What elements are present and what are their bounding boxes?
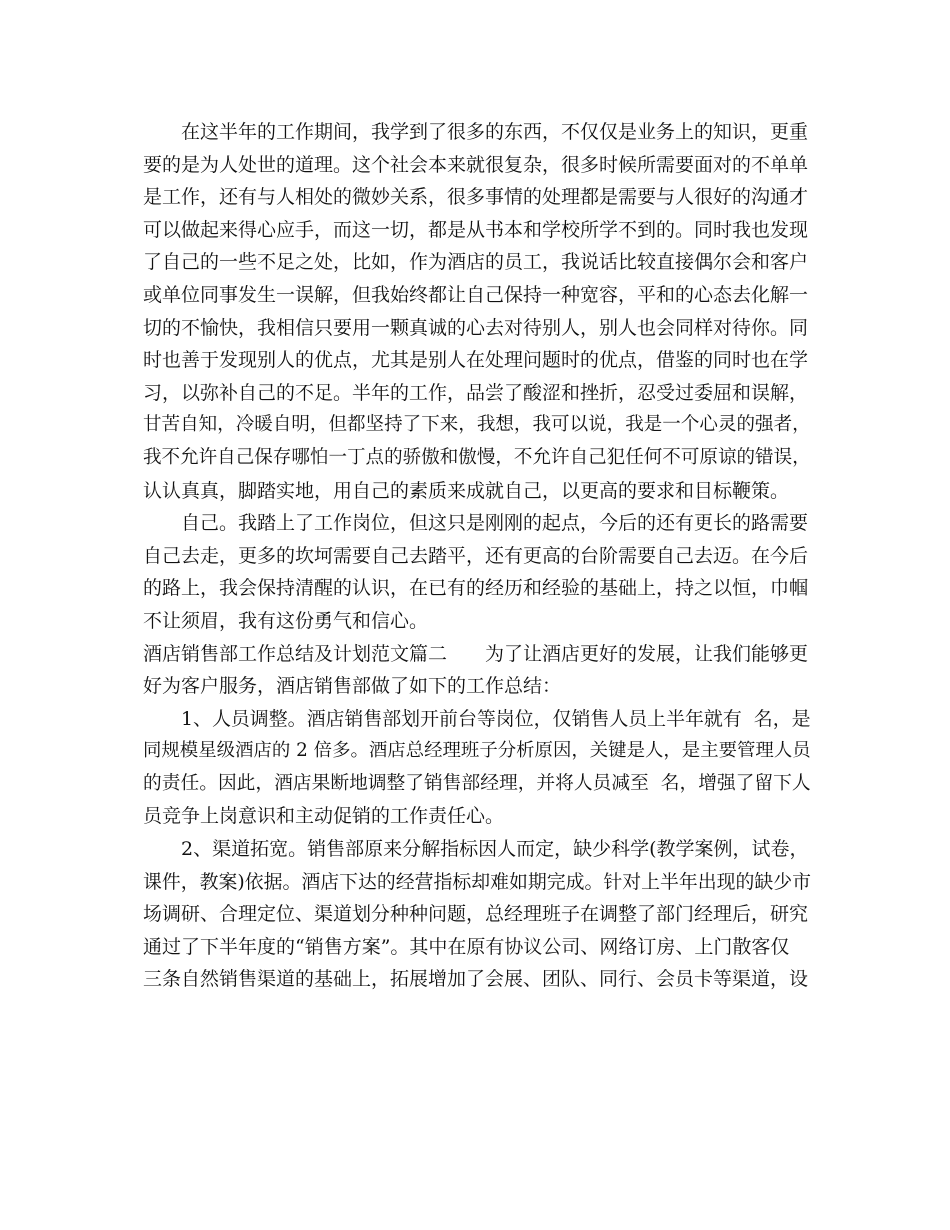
text-line: 我不允许自己保存哪怕一丁点的骄傲和傲慢，不允许自己犯任何不可原谅的错误， [143, 446, 811, 468]
text-line: 自己。我踏上了工作岗位，但这只是刚刚的起点，今后的还有更长的路需要 [181, 512, 809, 535]
text-line: 认认真真，脚踏实地，用自己的素质来成就自己，以更高的要求和目标鞭策。 [143, 479, 790, 502]
text-line: 场调研、合理定位、渠道划分种种问题，总经理班子在调整了部门经理后，研究 [143, 903, 809, 926]
text-line: 2、渠道拓宽。销售部原来分解指标因人而定，缺少科学(教学案例，试卷， [181, 838, 809, 861]
text-line: 习，以弥补自己的不足。半年的工作，品尝了酸涩和挫折，忍受过委屈和误解， [143, 381, 809, 404]
text-line: 课件，教案)依据。酒店下达的经营指标却难如期完成。针对上半年出现的缺少市 [143, 870, 811, 893]
text-line: 是工作，还有与人相处的微妙关系，很多事情的处理都是需要与人很好的沟通才 [143, 186, 809, 209]
text-line: 要的是为人处世的道理。这个社会本来就很复杂，很多时候所需要面对的不单单 [143, 153, 809, 176]
text-line: 酒店销售部工作总结及计划范文篇二 为了让酒店更好的发展，让我们能够更 [143, 642, 809, 665]
text-line: 员竞争上岗意识和主动促销的工作责任心。 [143, 805, 505, 828]
text-line: 不让须眉，我有这份勇气和信心。 [143, 609, 429, 632]
text-line: 1、人员调整。酒店销售部划开前台等岗位，仅销售人员上半年就有 名，是 [181, 707, 811, 730]
text-line: 好为客户服务，酒店销售部做了如下的工作总结： [143, 675, 562, 698]
text-line: 自己去走，更多的坎坷需要自己去踏平，还有更高的台阶需要自己去迈。在今后 [143, 544, 809, 567]
text-line: 了自己的一些不足之处，比如，作为酒店的员工，我说话比较直接偶尔会和客户 [143, 251, 809, 274]
text-line: 的路上，我会保持清醒的认识，在已有的经历和经验的基础上，持之以恒，巾帼 [143, 577, 809, 600]
text-line: 甘苦自知，冷暖自明，但都坚持了下来，我想，我可以说，我是一个心灵的强者， [143, 414, 811, 436]
text-line: 同规模星级酒店的 2 倍多。酒店总经理班子分析原因，关键是人，是主要管理人员 [143, 740, 811, 762]
text-line: 三条自然销售渠道的基础上，拓展增加了会展、团队、同行、会员卡等渠道，设 [143, 968, 809, 991]
text-line: 可以做起来得心应手，而这一切，都是从书本和学校所学不到的。同时我也发现 [143, 218, 809, 241]
document-body [143, 116, 811, 996]
text-line: 通过了下半年度的“销售方案”。其中在原有协议公司、网络订房、上门散客仅 [143, 935, 790, 958]
text-line: 在这半年的工作期间，我学到了很多的东西，不仅仅是业务上的知识，更重 [181, 121, 809, 143]
text-line: 切的不愉快，我相信只要用一颗真诚的心去对待别人，别人也会同样对待你。同 [143, 316, 809, 339]
text-line: 或单位同事发生一误解，但我始终都让自己保持一种宽容，平和的心态去化解一 [143, 283, 809, 306]
text-line: 时也善于发现别人的优点，尤其是别人在处理问题时的优点，借鉴的同时也在学 [143, 349, 809, 372]
text-line: 的责任。因此，酒店果断地调整了销售部经理，并将人员减至 名，增强了留下人 [143, 772, 811, 794]
